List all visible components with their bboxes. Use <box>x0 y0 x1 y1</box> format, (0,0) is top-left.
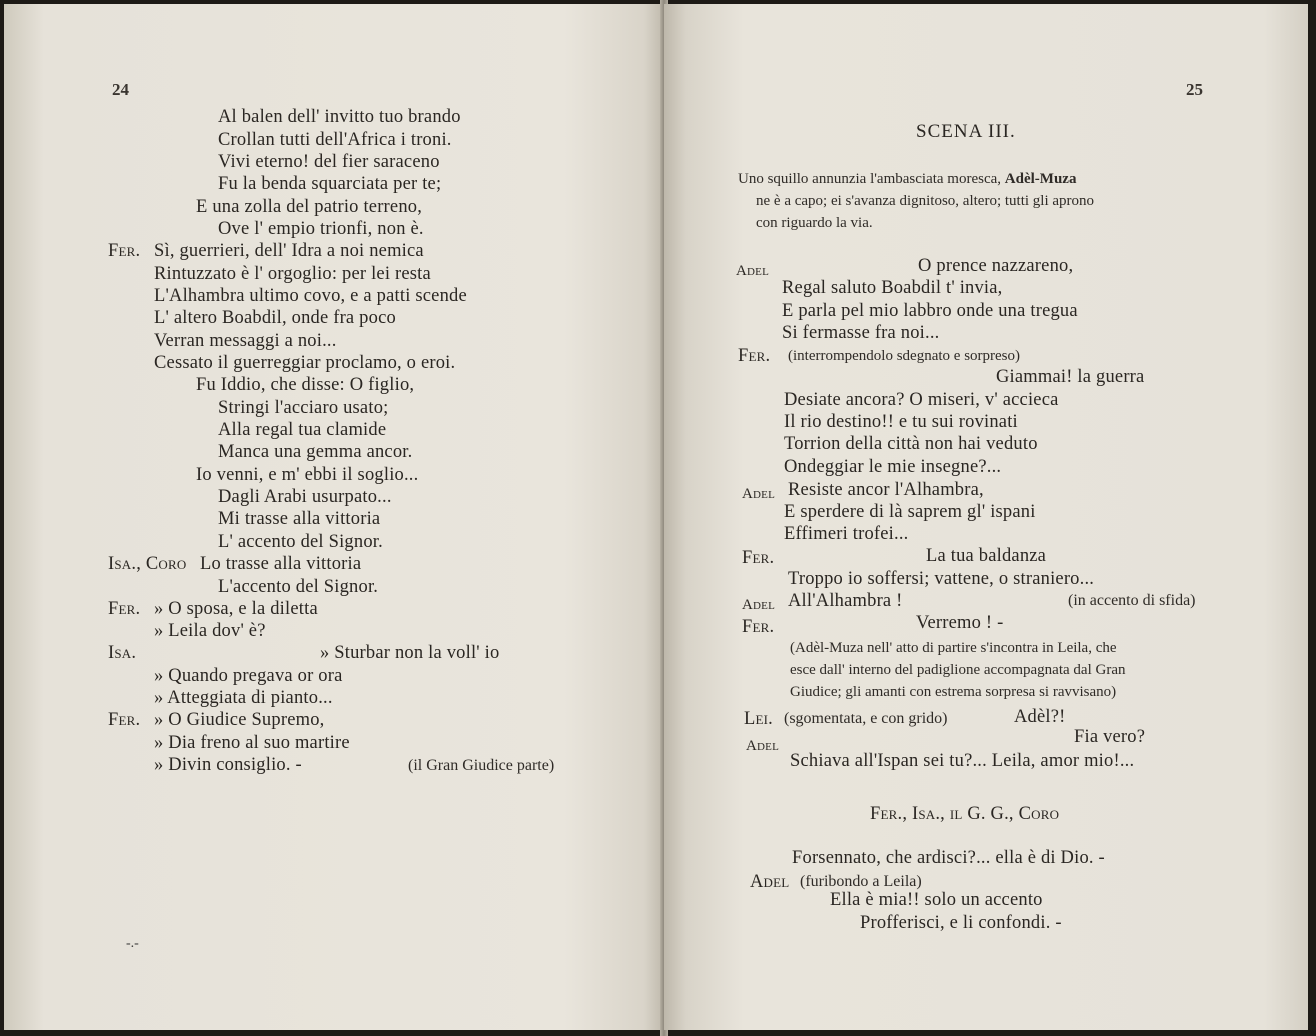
verse-line: Al balen dell' invitto tuo brando <box>218 107 461 127</box>
page-number: 25 <box>1186 80 1203 99</box>
verse-line: Torrion della città non hai veduto <box>784 434 1038 454</box>
verse-line: Desiate ancora? O miseri, v' accieca <box>784 390 1059 410</box>
verse-line: Cessato il guerreggiar proclamo, o eroi. <box>154 353 456 373</box>
verse-line: All'Alhambra ! <box>788 591 903 611</box>
character-name: Adèl-Muza <box>1004 171 1077 187</box>
stage-direction: (in accento di sfida) <box>1068 592 1196 609</box>
speaker-label: Adel <box>742 597 776 613</box>
verse-line: Ella è mia!! solo un accento <box>830 890 1043 910</box>
verse-line: Fu Iddio, che disse: O figlio, <box>196 375 415 395</box>
verse-line: Vivi eterno! del fier saraceno <box>218 152 440 172</box>
stage-direction: (Adèl-Muza nell' atto di partire s'incontra in Leila, che <box>790 640 1117 656</box>
verse-line: Crollan tutti dell'Africa i troni. <box>218 130 452 150</box>
verse-line: E sperdere di là saprem gl' ispani <box>784 502 1036 522</box>
verse-line: Sì, guerrieri, dell' Idra a noi nemica <box>154 241 424 261</box>
verse-line: » Dia freno al suo martire <box>154 733 350 753</box>
verse-line: Regal saluto Boabdil t' invia, <box>782 278 1003 298</box>
speaker-label: Adel <box>736 263 770 279</box>
verse-line: La tua baldanza <box>926 546 1047 566</box>
verse-line: Rintuzzato è l' orgoglio: per lei resta <box>154 264 431 284</box>
speaker-label: Adel <box>750 872 790 892</box>
stage-direction: Giudice; gli amanti con estrema sorpresa si ravvisano) <box>790 684 1117 700</box>
stage-direction: esce dall' interno del padiglione accompagnata dal Gran <box>790 662 1126 678</box>
verse-line: Io venni, e m' ebbi il soglio... <box>196 465 419 485</box>
verse-line: Verremo ! - <box>916 613 1004 633</box>
speaker-label: Lei. <box>744 709 773 729</box>
verse-line: Adèl?! <box>1014 707 1066 727</box>
left-page <box>4 4 664 1030</box>
verse-line: Troppo io soffersi; vattene, o straniero... <box>788 569 1095 589</box>
verse-line: » Divin consiglio. - <box>154 755 302 775</box>
speaker-label: Fer. <box>108 599 141 619</box>
stage-direction: (furibondo a Leila) <box>800 873 922 890</box>
verse-line: Forsennato, che ardisci?... ella è di Dio. - <box>792 848 1105 868</box>
verse-line: Ondeggiar le mie insegne?... <box>784 457 1002 477</box>
printer-mark: -.- <box>126 936 139 951</box>
verse-line: Lo trasse alla vittoria <box>200 554 362 574</box>
verse-line: » Atteggiata di pianto... <box>154 688 333 708</box>
verse-line: » O sposa, e la diletta <box>154 599 318 619</box>
verse-line: L'Alhambra ultimo covo, e a patti scende <box>154 286 467 306</box>
speaker-label: Fer. <box>108 241 141 261</box>
verse-line: Fia vero? <box>1074 727 1146 747</box>
stage-direction: con riguardo la via. <box>756 215 873 231</box>
speaker-label: Adel <box>746 738 780 754</box>
verse-line: Alla regal tua clamide <box>218 420 387 440</box>
speaker-label: Isa., Coro <box>108 554 187 574</box>
verse-line: » Leila dov' è? <box>154 621 266 641</box>
right-page <box>664 4 1308 1030</box>
stage-direction: (interrompendolo sdegnato e sorpreso) <box>788 348 1021 364</box>
verse-line: Giammai! la guerra <box>996 367 1145 387</box>
speaker-label: Fer. <box>742 617 775 637</box>
stage-direction: (il Gran Giudice parte) <box>408 757 555 774</box>
stage-direction: (sgomentata, e con grido) <box>784 710 948 727</box>
verse-line: Schiava all'Ispan sei tu?... Leila, amor mio!... <box>790 751 1135 771</box>
verse-line: Resiste ancor l'Alhambra, <box>788 480 984 500</box>
verse-line: » O Giudice Supremo, <box>154 710 325 730</box>
verse-line: Ove l' empio trionfi, non è. <box>218 219 424 239</box>
verse-line: L' altero Boabdil, onde fra poco <box>154 308 396 328</box>
page-number: 24 <box>112 80 129 99</box>
verse-line: Il rio destino!! e tu sui rovinati <box>784 412 1018 432</box>
ensemble-heading: Fer., Isa., il G. G., Coro <box>870 804 1060 824</box>
verse-line: Manca una gemma ancor. <box>218 442 413 462</box>
verse-line: Mi trasse alla vittoria <box>218 509 381 529</box>
verse-line: Profferisci, e li confondi. - <box>860 913 1062 933</box>
speaker-label: Fer. <box>742 548 775 568</box>
verse-line: E parla pel mio labbro onde una tregua <box>782 301 1078 321</box>
verse-line: E una zolla del patrio terreno, <box>196 197 423 217</box>
stage-direction: Uno squillo annunzia l'ambasciata moresca, Adèl-Muza <box>738 171 1077 187</box>
verse-line: Effimeri trofei... <box>784 524 909 544</box>
stage-direction: ne è a capo; ei s'avanza dignitoso, altero; tutti gli aprono <box>756 193 1095 209</box>
verse-line: » Quando pregava or ora <box>154 666 343 686</box>
verse-line: O prence nazzareno, <box>918 256 1074 276</box>
speaker-label: Adel <box>742 486 776 502</box>
verse-line: Dagli Arabi usurpato... <box>218 487 392 507</box>
verse-line: Si fermasse fra noi... <box>782 323 940 343</box>
scene-title: SCENA III. <box>916 121 1016 142</box>
verse-line: Stringi l'acciaro usato; <box>218 398 389 418</box>
speaker-label: Fer. <box>738 346 771 366</box>
verse-line: » Sturbar non la voll' io <box>320 643 500 663</box>
verse-line: Fu la benda squarciata per te; <box>218 174 442 194</box>
verse-line: L'accento del Signor. <box>218 577 379 597</box>
verse-line: L' accento del Signor. <box>218 532 383 552</box>
verse-line: Verran messaggi a noi... <box>154 331 337 351</box>
speaker-label: Fer. <box>108 710 141 730</box>
speaker-label: Isa. <box>108 643 137 663</box>
